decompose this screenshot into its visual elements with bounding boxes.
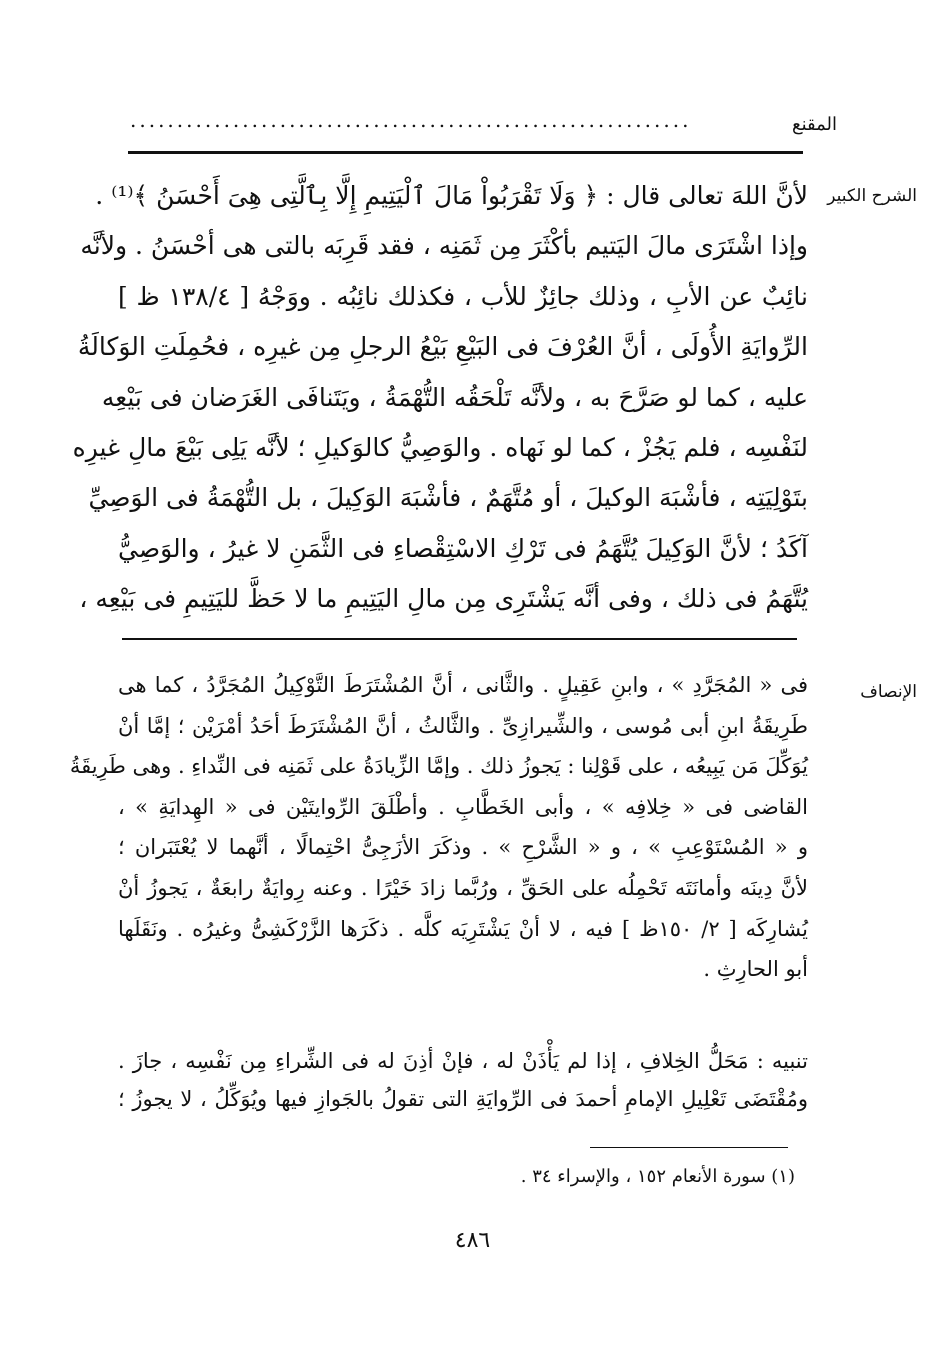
sharh-line: يُتَّهَمُ فى ذلك ، وفى أنَّه يَشْتَرِى مِن مالِ اليَتِيمِ ما لا حَظَّ لليَتِيمِ فى بَيْعِه ، xyxy=(79,584,808,614)
header-dotted-leader: ............................................................ xyxy=(130,108,692,132)
sharh-line: الرِّوايَةِ الأُولَى ، أنَّ العُرْفَ فى البَيْعِ بَيْعُ الرجلِ مِن غيرِه ، فحُمِلَتِ الوَكالَةُ xyxy=(77,332,808,362)
sharh-line: عليه ، كما لو صَرَّحَ به ، ولأنَّه تَلْحَقُه التُّهْمَةُ ، ويَتَنافَى الغَرَضان فى بَيْعِه xyxy=(101,382,808,412)
footnote-rule xyxy=(590,1147,788,1148)
insaf-line: لأنَّ دِينَه وأمانَتَه تَحْمِلُه على الحَقِّ ، ورُبَّما زادَ خَيْرًا . وعنه رِوايَةٌ رابعَةٌ ، يَجوزُ أنْ xyxy=(118,875,808,900)
sharh-text-block xyxy=(72,171,808,625)
insaf-line: طَرِيقَةُ ابنِ أبى مُوسى ، والشِّيرازِىِّ . والثَّالثُ ، أنَّ المُشْتَرَطَ أحَدُ أمْرَيْن ؛ إمَّا أنْ xyxy=(118,713,808,738)
insaf-line: فى « المُجَرَّدِ » ، وابنِ عَقِيلٍ . والثَّانى ، أنَّ المُشْتَرَطَ التَّوْكِيلُ المُجَرَّدُ ، كما هى xyxy=(118,673,808,697)
header-rule xyxy=(128,151,803,154)
sharh-section-label: الشرح الكبير xyxy=(827,186,917,206)
sharh-line: بتَوْلِيَتِه ، فأشْبَهَ الوكيلَ ، أو مُتَّهَمٌ ، فأشْبَهَ الوَكِيلَ ، بل التُّهْمَةُ فى الوَصِيِّ xyxy=(88,483,808,513)
insaf-section-label: الإنصاف xyxy=(860,682,917,702)
tanbih-line: ومُقْتَضَى تَعْلِيلِ الإمامِ أحمدَ فى الرِّوايَةِ التى تقولُ بالجَوازِ فيها ويُوَكِّلُ ، لا يجوزُ ؛ xyxy=(118,1087,808,1111)
sharh-line: نائِبٌ عن الأبِ ، وذلك جائِزٌ للأب ، فكذلك نائِبُه . ووَجْهُ [ ١٣٨/٤ ظ ] xyxy=(118,281,808,311)
sharh-line: لنَفْسِه ، فلم يَجُزْ ، كما لو نَهاه . والوَصِيُّ كالوَكيلِ ؛ لأنَّه يَلِى بَيْعَ مالِ غيرِه xyxy=(72,432,808,462)
section-divider xyxy=(122,638,797,640)
footnote: (١) سورة الأنعام ١٥٢ ، والإسراء ٣٤ . xyxy=(520,1166,795,1187)
insaf-line: أبو الحارِثِ . xyxy=(703,957,808,982)
insaf-line: و « المُسْتَوْعِبِ » ، و « الشَّرْحِ » . وذكَرَ الأزَجِىُّ احْتِمالًا ، أنَّهما لا يُعْتَبَران ؛ xyxy=(118,835,808,860)
insaf-line: القاضى فى « خِلافِه » ، وأبى الخَطَّابِ . وأطْلَقَ الرِّوايتَيْن فى « الهِدايَةِ » ، xyxy=(118,794,808,819)
tanbih-line: تنبيه : مَحَلُّ الخِلافِ ، إذا لم يَأْذَنْ له ، فإنْ أذِنَ له فى الشِّراءِ مِن نَفْسِه ، جازَ . xyxy=(118,1049,808,1073)
sharh-line: وإذا اشْتَرَى مالَ اليَتيم بأكْثَرَ مِن ثَمَنِه ، فقد قَرِبَه بالتى هى أحْسَنُ . ولأنَّه xyxy=(80,231,808,261)
sharh-line: آكَدُ ؛ لأنَّ الوَكِيلَ يُتَّهَمُ فى تَرْكِ الاسْتِقْصاءِ فى الثَّمَنِ لا غيرُ ، والوَصِيُّ xyxy=(118,533,808,563)
sharh-line: لأنَّ اللهَ تعالى قال : ﴿ وَلَا تَقْرَبُواْ مَالَ ٱلْيَتِيمِ إِلَّا بِٱلَّتِى هِىَ أَحْسَنُ ﴾⁽¹⁾ . xyxy=(95,181,808,210)
insaf-line: يُوَكِّلَ مَن يَبِيعُه ، على قَوْلِنا : يَجوزُ ذلك . وإمَّا الزِّيادَةُ على ثَمَنِه فى النِّداءِ . وهى طَرِيقَةُ xyxy=(69,754,808,779)
insaf-line: يُشارِكَه [ ٢/ ١٥٠ظ ] فيه ، لا أنْ يَشْتَرِيَه كلَّه . ذكَرَها الزَّرْكَشِىُّ وغيرُه . ونَقَلَها xyxy=(118,916,808,941)
header-book-title: المقنع xyxy=(791,114,837,135)
page-number: ٤٨٦ xyxy=(454,1228,491,1253)
insaf-text-block xyxy=(69,665,808,990)
tanbih-text-block xyxy=(118,1042,808,1118)
